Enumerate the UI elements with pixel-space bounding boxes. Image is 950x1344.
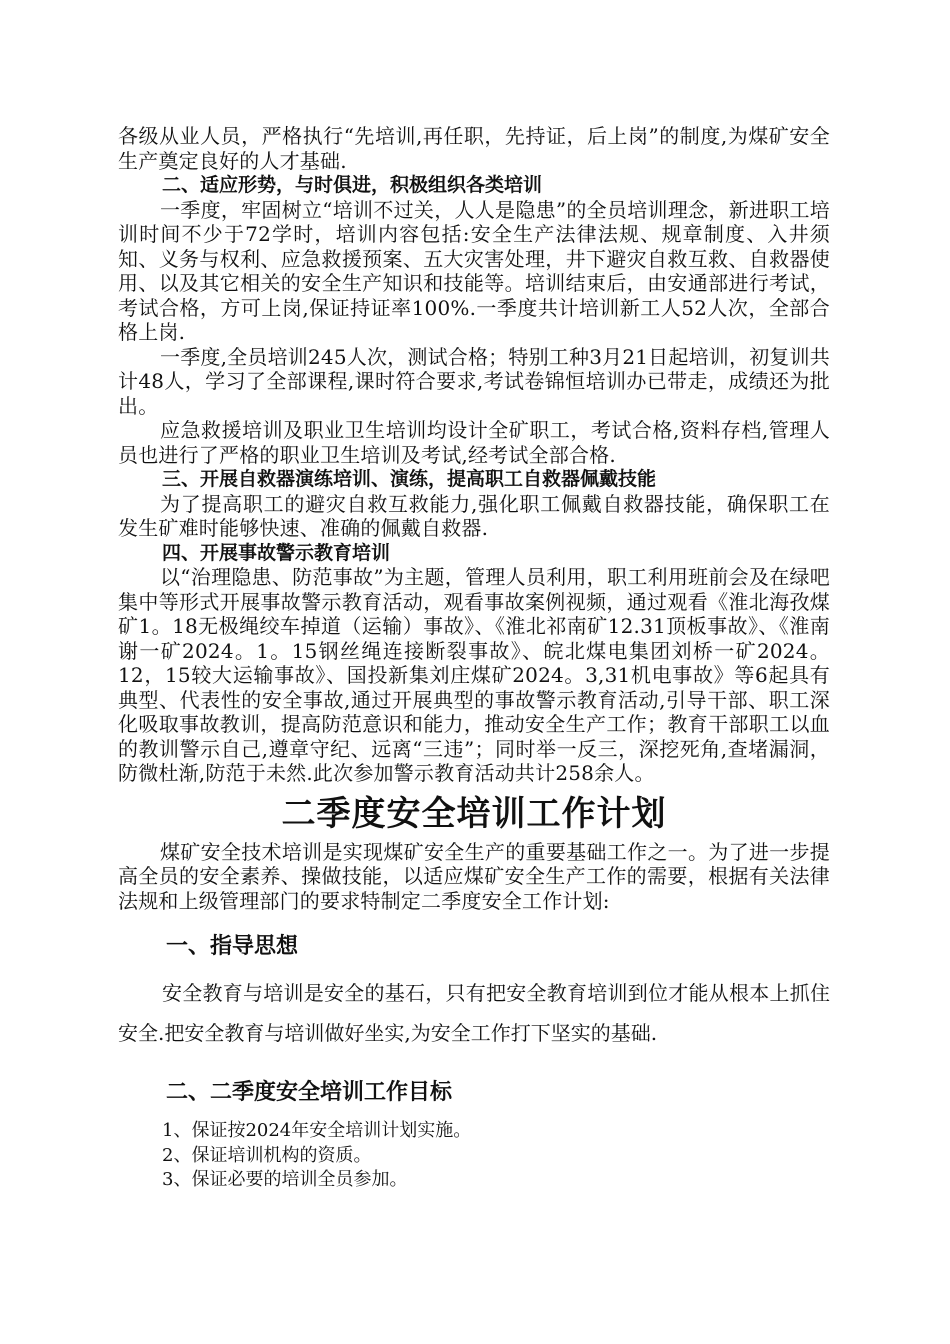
goal-item: 1、保证按2024年安全培训计划实施。 <box>162 1120 472 1141</box>
paragraph-guiding-ideology: 安全教育与培训是安全的基石，只有把安全教育培训到位才能从根本上抓住安全.把安全教育与培训做好坐实,为安全工作打下坚实的基础. <box>118 981 830 1045</box>
paragraph-intro: 各级从业人员，严格执行“先培训,再任职，先持证，后上岗”的制度,为煤矿安全生产奠定良好的人才基础. <box>118 124 830 173</box>
goal-item: 3、保证必要的培训全员参加。 <box>162 1169 408 1190</box>
heading-self-rescuer: 三、开展自救器演练培训、演练，提高职工自救器佩戴技能 <box>162 468 657 490</box>
paragraph-plan-intro: 煤矿安全技术培训是实现煤矿安全生产的重要基础工作之一。为了进一步提高全员的安全素养、操做技能，以适应煤矿安全生产工作的需要，根据有关法律法规和上级管理部门的要求特制定二季度安全工作计划: <box>118 839 830 913</box>
paragraph-new-workers: 一季度，牢固树立“培训不过关，人人是隐患”的全员培训理念，新进职工培训时间不少于72学时，培训内容包括:安全生产法律法规、规章制度、入井须知、义务与权利、应急救援预案、五大灾害处理，井下避灾自救互救、自救器使用、以及其它相关的安全生产知识和技能等。培训结束后，由安通部进行考试，考试合格，方可上岗,保证持证率100%.一季度共计培训新工人52人次，全部合格上岗. <box>118 197 830 344</box>
paragraph-all-staff: 一季度,全员培训245人次，测试合格；特别工种3月21日起培训，初复训共计48人，学习了全部课程,课时符合要求,考试卷锦恒培训办已带走，成绩还为批出。 <box>118 344 830 418</box>
document-page <box>118 124 830 1193</box>
paragraph-warning-education: 以“治理隐患、防范事故”为主题，管理人员利用，职工利用班前会及在绿吧集中等形式开展事故警示教育活动，观看事故案例视频，通过观看《淮北海孜煤矿1。18无极绳绞车掉道（运输）事故》、《淮北祁南矿12.31顶板事故》、《淮南谢一矿2024。1。15钢丝绳连接断裂事故》、皖北煤电集团刘桥一矿2024。12，15较大运输事故》、国投新集刘庄煤矿2024。3,31机电事故》等6起具有典型、代表性的安全事故,通过开展典型的事故警示教育活动,引导干部、职工深化吸取事故教训，提高防范意识和能力，推动安全生产工作；教育干部职工以血的教训警示自己,遵章守纪、远离“三违”；同时举一反三，深挖死角,查堵漏洞，防微杜渐,防范于未然.此次参加警示教育活动共计258余人。 <box>118 565 830 785</box>
paragraph-self-rescuer: 为了提高职工的避灾自救互救能力,强化职工佩戴自救器技能，确保职工在发生矿难时能够快速、准确的佩戴自救器. <box>118 491 830 540</box>
heading-organize-training: 二、适应形势，与时俱进，积极组织各类培训 <box>162 174 543 196</box>
heading-training-goals: 二、二季度安全培训工作目标 <box>166 1080 453 1105</box>
plan-title: 二季度安全培训工作计划 <box>281 793 667 834</box>
heading-warning-education: 四、开展事故警示教育培训 <box>162 541 391 564</box>
goal-item: 2、保证培训机构的资质。 <box>162 1144 372 1166</box>
paragraph-emergency: 应急救援培训及职业卫生培训均设计全矿职工，考试合格,资料存档,管理人员也进行了严格的职业卫生培训及考试,经考试全部合格. <box>118 418 830 467</box>
heading-guiding-ideology: 一、指导思想 <box>166 934 299 959</box>
